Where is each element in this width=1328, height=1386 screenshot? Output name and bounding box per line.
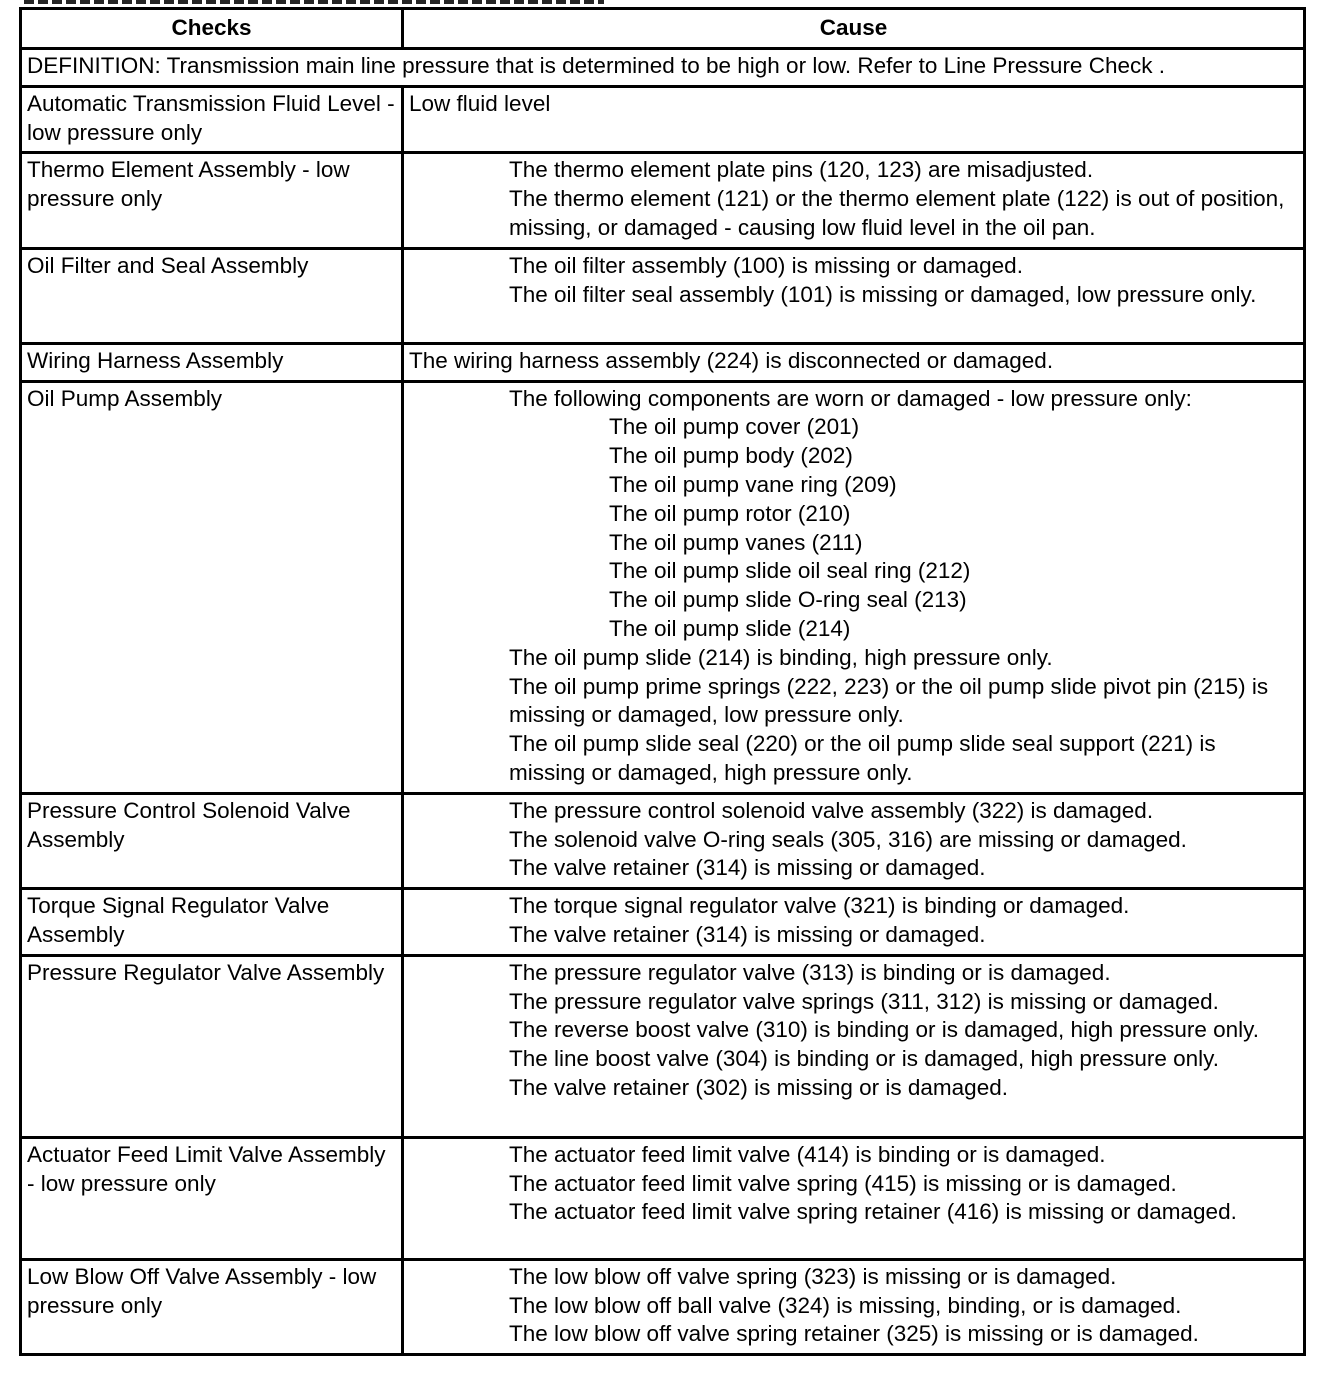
check-cell: Pressure Regulator Valve Assembly <box>21 955 403 1137</box>
cause-item: The torque signal regulator valve (321) is binding or damaged. <box>509 893 1130 919</box>
cause-item: The oil filter seal assembly (101) is missing or damaged, low pressure only. <box>509 281 1257 307</box>
cause-item: Low fluid level <box>409 90 551 116</box>
cause-cell <box>403 153 1305 248</box>
cause-item: The low blow off valve spring (323) is missing or is damaged. <box>509 1263 1117 1289</box>
table-row <box>21 1259 1305 1354</box>
component-list-item: The oil pump body (202) <box>609 443 853 469</box>
cause-item: The low blow off ball valve (324) is missing, binding, or is damaged. <box>509 1292 1182 1318</box>
cause-item: The valve retainer (314) is missing or damaged. <box>509 855 986 881</box>
check-cell: Pressure Control Solenoid Valve Assembly <box>21 793 403 888</box>
cause-item: The pressure regulator valve springs (311, 312) is missing or damaged. <box>509 988 1219 1014</box>
cause-cell <box>403 343 1305 381</box>
check-cell: Automatic Transmission Fluid Level - low pressure only <box>21 86 403 153</box>
cause-item: The pressure regulator valve (313) is binding or is damaged. <box>509 959 1111 985</box>
cause-item: The wiring harness assembly (224) is disconnected or damaged. <box>409 347 1054 373</box>
cause-cell <box>403 381 1305 793</box>
cause-cell <box>403 793 1305 888</box>
cause-cell <box>403 889 1305 956</box>
check-cell: Thermo Element Assembly - low pressure only <box>21 153 403 248</box>
table-row <box>21 381 1305 793</box>
table-row <box>21 955 1305 1137</box>
cause-item: The oil pump slide seal (220) or the oil pump slide seal support (221) is missing or damaged, high pressure only. <box>509 731 1216 785</box>
cause-item: The actuator feed limit valve spring (415) is missing or is damaged. <box>509 1170 1177 1196</box>
component-list-item: The oil pump slide oil seal ring (212) <box>609 558 971 584</box>
cause-cell <box>403 1259 1305 1354</box>
component-list-item: The oil pump slide (214) <box>609 615 851 641</box>
cause-cell <box>403 955 1305 1137</box>
cause-cell <box>403 248 1305 343</box>
check-cell: Oil Pump Assembly <box>21 381 403 793</box>
header-row <box>21 9 1305 49</box>
component-list-item: The oil pump vanes (211) <box>609 529 863 555</box>
cause-cell <box>403 1137 1305 1259</box>
table-row <box>21 248 1305 343</box>
check-cell: Wiring Harness Assembly <box>21 343 403 381</box>
check-cell: Oil Filter and Seal Assembly <box>21 248 403 343</box>
table-row <box>21 153 1305 248</box>
checks-header: Checks <box>21 9 403 49</box>
table-row <box>21 86 1305 153</box>
check-cell: Low Blow Off Valve Assembly - low pressure only <box>21 1259 403 1354</box>
check-cell: Torque Signal Regulator Valve Assembly <box>21 889 403 956</box>
component-list-item: The oil pump cover (201) <box>609 414 860 440</box>
cause-item: The thermo element plate pins (120, 123) are misadjusted. <box>509 157 1094 183</box>
cause-item: The thermo element (121) or the thermo element plate (122) is out of position, missing, or damaged - causing low fluid level in the oil pan. <box>509 186 1285 240</box>
check-cell: Actuator Feed Limit Valve Assembly - low pressure only <box>21 1137 403 1259</box>
definition-row <box>21 49 1305 87</box>
cause-cell <box>403 86 1305 153</box>
diagnostic-table <box>19 7 1306 1356</box>
cause-item: The oil filter assembly (100) is missing or damaged. <box>509 252 1023 278</box>
cause-item: The pressure control solenoid valve assembly (322) is damaged. <box>509 797 1154 823</box>
definition-text: DEFINITION: Transmission main line pressure that is determined to be high or low. Refer to Line Pressure Check . <box>21 49 1305 87</box>
clipped-header-line <box>24 0 604 4</box>
cause-item: The oil pump slide (214) is binding, high pressure only. <box>509 644 1053 670</box>
cause-item: The actuator feed limit valve spring retainer (416) is missing or damaged. <box>509 1199 1237 1225</box>
cause-item: The actuator feed limit valve (414) is binding or is damaged. <box>509 1141 1106 1167</box>
cause-item: The low blow off valve spring retainer (325) is missing or is damaged. <box>509 1321 1199 1347</box>
table-row <box>21 343 1305 381</box>
cause-item: The reverse boost valve (310) is binding or is damaged, high pressure only. <box>509 1017 1259 1043</box>
component-list-item: The oil pump slide O-ring seal (213) <box>609 587 967 613</box>
component-list-item: The oil pump vane ring (209) <box>609 471 897 497</box>
cause-item: The line boost valve (304) is binding or is damaged, high pressure only. <box>509 1046 1219 1072</box>
cause-header: Cause <box>403 9 1305 49</box>
table-row <box>21 1137 1305 1259</box>
cause-item: The oil pump prime springs (222, 223) or the oil pump slide pivot pin (215) is missing or damaged, low pressure only. <box>509 673 1269 728</box>
cause-item: The valve retainer (302) is missing or is damaged. <box>509 1074 1008 1100</box>
cause-item: The solenoid valve O-ring seals (305, 316) are missing or damaged. <box>509 826 1187 852</box>
table-row <box>21 889 1305 956</box>
table-row <box>21 793 1305 888</box>
cause-intro: The following components are worn or damaged - low pressure only: <box>509 385 1192 411</box>
component-list-item: The oil pump rotor (210) <box>609 500 851 526</box>
cause-item: The valve retainer (314) is missing or damaged. <box>509 921 986 947</box>
